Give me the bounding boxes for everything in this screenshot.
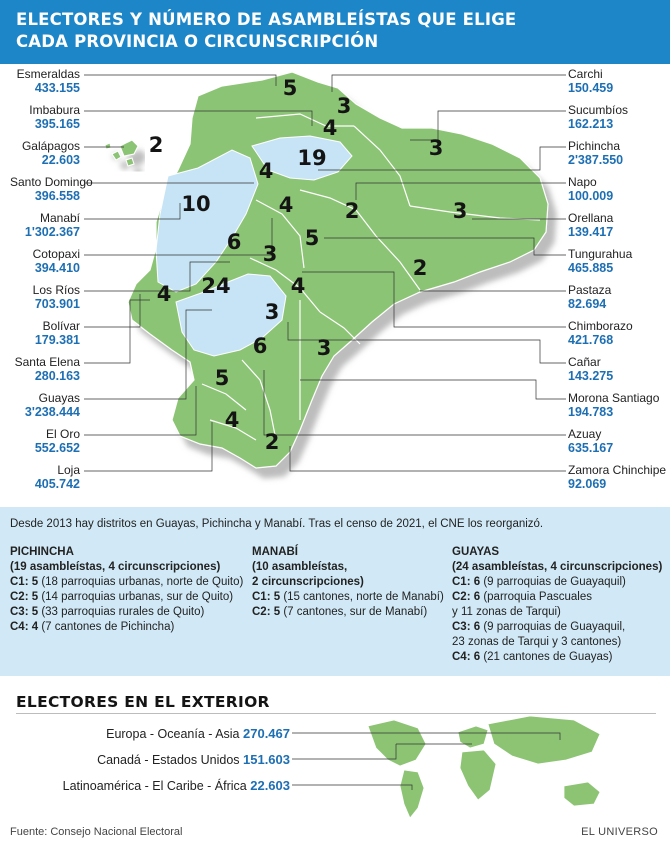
seats-manabi: 10 bbox=[181, 192, 211, 216]
seats-imbabura: 4 bbox=[322, 116, 338, 140]
exterior-title: ELECTORES EN EL EXTERIOR bbox=[16, 693, 270, 711]
seats-sucumbios: 3 bbox=[428, 136, 444, 160]
guayas-subtitle: (24 asambleístas, 4 circunscripciones) bbox=[452, 561, 663, 573]
label-chimborazo: Chimborazo 421.768 bbox=[568, 319, 633, 347]
page-title bbox=[16, 9, 516, 53]
seats-tungurahua: 5 bbox=[304, 226, 320, 250]
guayas-row: C1: 6 (9 parroquias de Guayaquil) bbox=[452, 576, 626, 588]
manabi-block bbox=[252, 545, 444, 620]
exterior-row-latam: Latinoamérica - El Caribe - África 22.603 bbox=[62, 778, 290, 793]
brand-credit: EL UNIVERSO bbox=[581, 826, 658, 838]
asia-shape bbox=[488, 716, 600, 764]
label-zamora-chinchipe: Zamora Chinchipe 92.069 bbox=[568, 463, 667, 491]
manabi-row: C1: 5 (15 cantones, norte de Manabí) bbox=[252, 591, 444, 603]
ecuador-map-section bbox=[0, 64, 670, 504]
districts-info-panel bbox=[0, 507, 670, 676]
label-tungurahua: Tungurahua 465.885 bbox=[568, 247, 633, 275]
seats-los-rios: 6 bbox=[226, 230, 242, 254]
pichincha-row: C4: 4 (7 cantones de Pichincha) bbox=[10, 621, 175, 633]
seats-morona-santiago: 3 bbox=[316, 336, 332, 360]
south-america-shape bbox=[400, 770, 424, 818]
label-canar: Cañar 143.275 bbox=[568, 355, 614, 383]
europe-shape bbox=[458, 726, 488, 748]
guayas-row: C2: 6 (parroquia Pascuales bbox=[452, 591, 592, 603]
pichincha-title: PICHINCHA bbox=[10, 546, 74, 558]
label-carchi: Carchi 150.459 bbox=[568, 67, 614, 95]
pichincha-subtitle: (19 asambleístas, 4 circunscripciones) bbox=[10, 561, 221, 573]
seats-guayas: 24 bbox=[201, 274, 231, 298]
guayas-title: GUAYAS bbox=[452, 546, 500, 558]
label-sucumbios: Sucumbíos 162.213 bbox=[568, 103, 629, 131]
seats-pichincha: 19 bbox=[297, 146, 327, 170]
label-cotopaxi: Cotopaxi 394.410 bbox=[32, 247, 80, 275]
manabi-row: C2: 5 (7 cantones, sur de Manabí) bbox=[252, 606, 428, 618]
seats-zamora-chinchipe: 2 bbox=[264, 430, 280, 454]
label-santo-domingo: Santo Domingo 396.558 bbox=[10, 175, 93, 203]
exterior-row-europa: Europa - Oceanía - Asia 270.467 bbox=[106, 726, 290, 741]
seats-orellana: 3 bbox=[452, 199, 468, 223]
exterior-row-canada: Canadá - Estados Unidos 151.603 bbox=[97, 752, 290, 767]
header-banner bbox=[0, 0, 670, 64]
label-morona-santiago: Morona Santiago 194.783 bbox=[568, 391, 660, 419]
manabi-subtitle-2: 2 circunscripciones) bbox=[252, 576, 364, 588]
label-azuay: Azuay 635.167 bbox=[568, 427, 614, 455]
seats-el-oro: 5 bbox=[214, 366, 230, 390]
label-pastaza: Pastaza 82.694 bbox=[568, 283, 612, 311]
label-el-oro: El Oro 552.652 bbox=[34, 427, 80, 455]
label-santa-elena: Santa Elena 280.163 bbox=[14, 355, 80, 383]
source-credit: Fuente: Consejo Nacional Electoral bbox=[10, 826, 183, 838]
label-napo: Napo 100.009 bbox=[568, 175, 614, 203]
seats-esmeraldas: 5 bbox=[282, 76, 298, 100]
guayas-row: 23 zonas de Tarqui y 3 cantones) bbox=[452, 636, 622, 648]
label-guayas: Guayas 3'238.444 bbox=[24, 391, 80, 419]
label-manabi: Manabí 1'302.367 bbox=[24, 211, 80, 239]
seats-cotopaxi: 4 bbox=[278, 193, 294, 217]
africa-shape bbox=[460, 750, 496, 800]
pichincha-row: C2: 5 (14 parroquias urbanas, sur de Quito) bbox=[10, 591, 234, 603]
guayas-row: y 11 zonas de Tarqui) bbox=[452, 606, 561, 618]
pichincha-block bbox=[10, 545, 244, 635]
manabi-title: MANABÍ bbox=[252, 546, 298, 558]
australia-shape bbox=[564, 782, 600, 806]
title-line-2: CADA PROVINCIA O CIRCUNSCRIPCIÓN bbox=[16, 32, 379, 51]
label-orellana: Orellana 139.417 bbox=[568, 211, 614, 239]
guayas-row: C4: 6 (21 cantones de Guayas) bbox=[452, 651, 613, 663]
label-imbabura: Imbabura 395.165 bbox=[29, 103, 80, 131]
world-map bbox=[0, 710, 670, 830]
seats-napo: 2 bbox=[344, 199, 360, 223]
seats-loja: 4 bbox=[224, 408, 240, 432]
seats-azuay: 6 bbox=[252, 334, 268, 358]
seats-santo-domingo: 4 bbox=[258, 159, 274, 183]
pichincha-row: C3: 5 (33 parroquias rurales de Quito) bbox=[10, 606, 205, 618]
label-los-rios: Los Ríos 703.901 bbox=[32, 283, 80, 311]
galapagos-islands bbox=[105, 140, 138, 166]
seats-pastaza: 2 bbox=[412, 256, 428, 280]
label-bolivar: Bolívar 179.381 bbox=[34, 319, 80, 347]
guayas-block bbox=[452, 545, 664, 665]
manabi-subtitle-1: (10 asambleístas, bbox=[252, 561, 348, 573]
seats-canar: 3 bbox=[264, 300, 280, 324]
seats-bolivar: 3 bbox=[262, 242, 278, 266]
districts-note: Desde 2013 hay distritos en Guayas, Pichincha y Manabí. Tras el censo de 2021, el CNE los reorganizó. bbox=[10, 518, 544, 530]
label-esmeraldas: Esmeraldas 433.155 bbox=[16, 67, 80, 95]
seats-chimborazo: 4 bbox=[290, 274, 306, 298]
label-pichincha: Pichincha 2'387.550 bbox=[568, 139, 624, 167]
seats-santa-elena: 4 bbox=[156, 282, 172, 306]
seats-galapagos: 2 bbox=[148, 133, 164, 157]
title-line-1: ELECTORES Y NÚMERO DE ASAMBLEÍSTAS QUE ELIGE bbox=[16, 10, 517, 29]
pichincha-row: C1: 5 (18 parroquias urbanas, norte de Quito) bbox=[10, 576, 244, 588]
guayas-row: C3: 6 (9 parroquias de Guayaquil, bbox=[452, 621, 626, 633]
label-loja: Loja 405.742 bbox=[34, 463, 80, 491]
label-galapagos: Galápagos 22.603 bbox=[21, 139, 80, 167]
seats-carchi: 3 bbox=[336, 94, 352, 118]
